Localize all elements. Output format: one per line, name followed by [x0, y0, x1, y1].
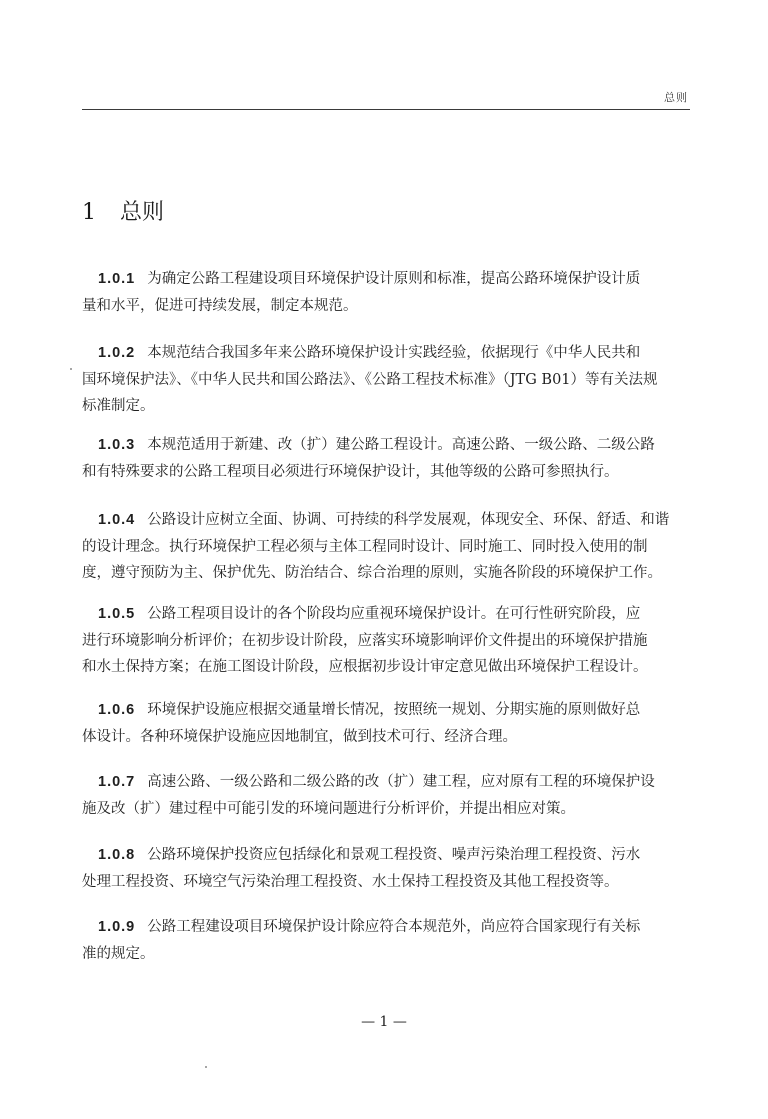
- clause-first-line: [82, 340, 694, 367]
- clause-text: 体设计。各种环境保护设施应因地制宜，做到技术可行、经济合理。: [82, 728, 517, 745]
- clause-1-0-8: [82, 842, 694, 895]
- clause-text: 准的规定。: [82, 945, 155, 962]
- chapter-title: 总则: [120, 200, 165, 225]
- clause-1-0-5: [82, 601, 694, 681]
- clause-text: 进行环境影响分析评价；在初步设计阶段，应落实环境影响评价文件提出的环境保护措施: [82, 632, 648, 649]
- clause-first-line: [82, 769, 694, 796]
- clause-text: 公路工程项目设计的各个阶段均应重视环境保护设计。在可行性研究阶段，应: [147, 606, 641, 622]
- clause-text: 环境保护设施应根据交通量增长情况，按照统一规划、分期实施的原则做好总: [147, 702, 641, 718]
- clause-first-line: [82, 507, 694, 534]
- clause-1-0-7: [82, 769, 694, 822]
- clause-1-0-4: [82, 507, 694, 587]
- clause-first-line: [82, 266, 694, 293]
- clause-text: 公路环境保护投资应包括绿化和景观工程投资、噪声污染治理工程投资、污水: [147, 847, 641, 863]
- clause-number: 1.0.5: [98, 606, 136, 622]
- clause-text: 本规范结合我国多年来公路环境保护设计实践经验，依据现行《中华人民共和: [147, 345, 641, 361]
- clause-text: 国环境保护法》、《中华人民共和国公路法》、《公路工程技术标准》（JTG B01）等有关法规: [82, 371, 658, 388]
- clause-first-line: [82, 697, 694, 724]
- clause-first-line: [82, 842, 694, 869]
- clause-number: 1.0.1: [98, 271, 136, 287]
- clause-text: 的设计理念。执行环境保护工程必须与主体工程同时设计、同时施工、同时投入使用的制: [82, 538, 648, 555]
- clause-text: 公路设计应树立全面、协调、可持续的科学发展观，体现安全、环保、舒适、和谐: [147, 512, 670, 528]
- clause-text: 本规范适用于新建、改（扩）建公路工程设计。高速公路、一级公路、二级公路: [147, 437, 655, 453]
- clause-number: 1.0.3: [98, 437, 136, 453]
- header-rule: [82, 109, 690, 110]
- clause-1-0-9: [82, 914, 694, 967]
- clause-number: 1.0.6: [98, 702, 136, 718]
- clause-text: 和有特殊要求的公路工程项目必须进行环境保护设计，其他等级的公路可参照执行。: [82, 463, 619, 480]
- chapter-number: 1: [82, 200, 96, 225]
- page-number: — 1 —: [361, 1014, 407, 1030]
- clause-number: 1.0.2: [98, 345, 136, 361]
- clause-1-0-2: [82, 340, 694, 420]
- clause-number: 1.0.7: [98, 774, 136, 790]
- clause-text: 度，遵守预防为主、保护优先、防治结合、综合治理的原则，实施各阶段的环境保护工作。: [82, 565, 662, 581]
- clause-text: 高速公路、一级公路和二级公路的改（扩）建工程，应对原有工程的环境保护设: [147, 774, 655, 790]
- clause-text: 公路工程建设项目环境保护设计除应符合本规范外，尚应符合国家现行有关标: [147, 919, 641, 935]
- clause-text: 和水土保持方案；在施工图设计阶段，应根据初步设计审定意见做出环境保护工程设计。: [82, 659, 648, 675]
- clause-text: 为确定公路工程建设项目环境保护设计原则和标准，提高公路环境保护设计质: [147, 271, 641, 287]
- clause-1-0-3: [82, 432, 694, 485]
- clause-text: 处理工程投资、环境空气污染治理工程投资、水土保持工程投资及其他工程投资等。: [82, 873, 619, 890]
- scan-speck: [205, 1066, 207, 1068]
- clause-number: 1.0.9: [98, 919, 136, 935]
- clause-1-0-1: [82, 266, 694, 319]
- chapter-heading: [82, 198, 164, 228]
- clause-number: 1.0.8: [98, 847, 136, 863]
- clause-first-line: [82, 601, 694, 628]
- clause-text: 施及改（扩）建过程中可能引发的环境问题进行分析评价，并提出相应对策。: [82, 800, 575, 817]
- clause-first-line: [82, 914, 694, 941]
- clause-first-line: [82, 432, 694, 459]
- scan-speck: [70, 368, 72, 370]
- clause-text: 标准制定。: [82, 398, 155, 414]
- clause-text: 量和水平，促进可持续发展，制定本规范。: [82, 297, 358, 314]
- clause-1-0-6: [82, 697, 694, 750]
- clause-number: 1.0.4: [98, 512, 136, 528]
- running-header: 总则: [664, 91, 688, 104]
